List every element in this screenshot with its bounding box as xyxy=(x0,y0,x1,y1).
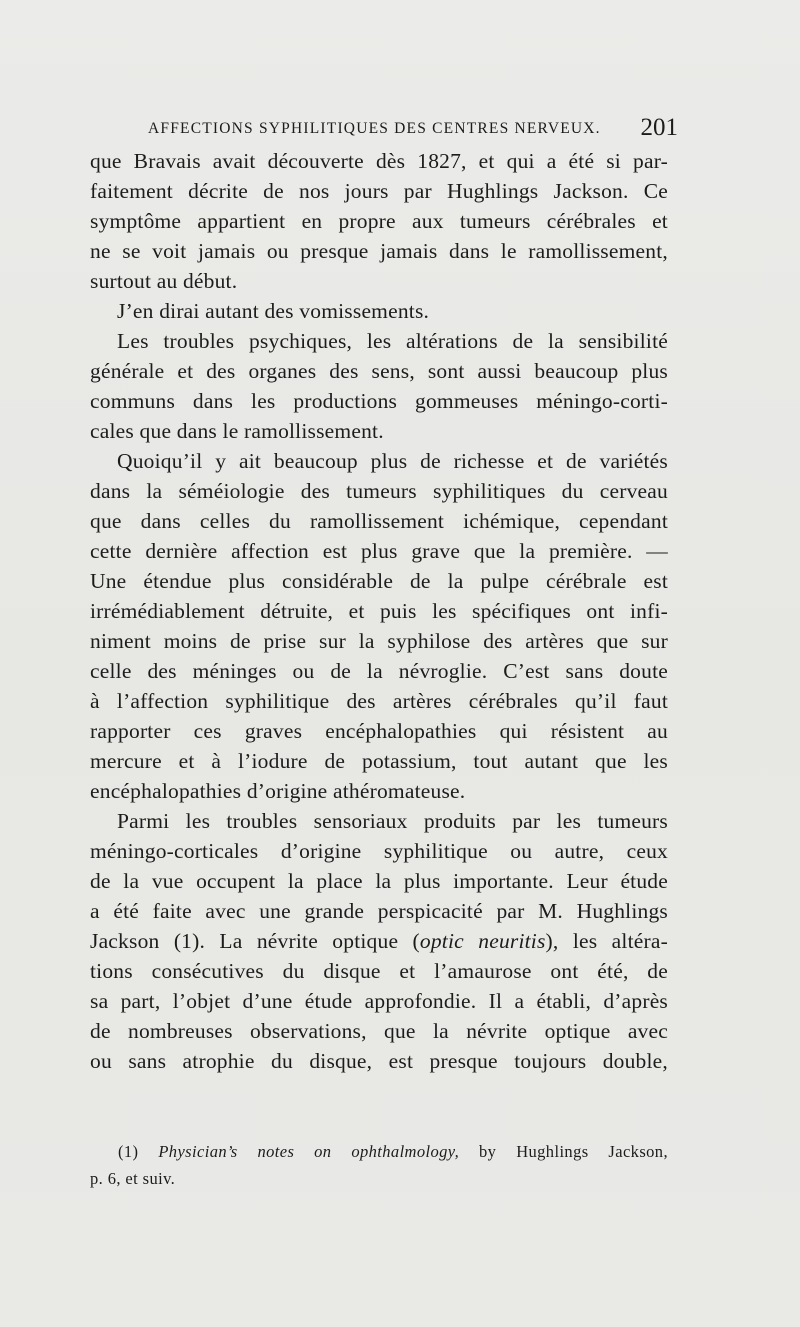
text-line: sa part, l’objet d’une étude approfondie. Il a établi, d’après xyxy=(90,989,668,1013)
text-segment: ), les altéra- xyxy=(545,929,668,953)
text-line: Une étendue plus considérable de la pulpe cérébrale est xyxy=(90,569,668,593)
text-line: de la vue occupent la place la plus importante. Leur étude xyxy=(90,869,668,893)
page-number: 201 xyxy=(640,114,678,141)
text-line: cette dernière affection est plus grave que la première. — xyxy=(90,539,668,563)
text-line: encéphalopathies d’origine athéromateuse. xyxy=(90,779,466,803)
text-line: que dans celles du ramollissement ichémique, cependant xyxy=(90,509,668,533)
text-line: communs dans les productions gommeuses méningo-corti- xyxy=(90,389,668,413)
text-line: ne se voit jamais ou presque jamais dans le ramollissement, xyxy=(90,239,668,263)
text-line: de nombreuses observations, que la névrite optique avec xyxy=(90,1019,668,1043)
text-line: cales que dans le ramollissement. xyxy=(90,419,384,443)
footnote-text: by Hughlings Jackson, xyxy=(479,1142,668,1161)
footnote-marker: (1) xyxy=(118,1142,139,1161)
text-line: que Bravais avait découverte dès 1827, et qui a été si par- xyxy=(90,149,668,173)
text-line: à l’affection syphilitique des artères cérébrales qu’il faut xyxy=(90,689,668,713)
text-line: symptôme appartient en propre aux tumeurs cérébrales et xyxy=(90,209,668,233)
italic-phrase: optic neuritis xyxy=(419,929,546,953)
paragraph-start: Parmi les troubles sensoriaux produits par les tumeurs xyxy=(117,809,668,833)
paragraph-start: Quoiqu’il y ait beaucoup plus de richesse et de variétés xyxy=(117,449,668,473)
text-line: rapporter ces graves encéphalopathies qui résistent au xyxy=(90,719,668,743)
running-title: AFFECTIONS SYPHILITIQUES DES CENTRES NERVEUX. xyxy=(148,120,601,137)
paragraph-start: Les troubles psychiques, les altérations de la sensibilité xyxy=(117,329,668,353)
text-line: mercure et à l’iodure de potassium, tout autant que les xyxy=(90,749,668,773)
text-line: niment moins de prise sur la syphilose des artères que sur xyxy=(90,629,668,653)
text-line: surtout au début. xyxy=(90,269,238,293)
text-line: irrémédiablement détruite, et puis les spécifiques ont infi- xyxy=(90,599,668,623)
text-line: tions consécutives du disque et l’amaurose ont été, de xyxy=(90,959,668,983)
text-line: dans la séméiologie des tumeurs syphilitiques du cerveau xyxy=(90,479,668,503)
body-text xyxy=(90,146,668,1076)
paragraph-start: J’en dirai autant des vomissements. xyxy=(117,299,430,323)
text-line: générale et des organes des sens, sont aussi beaucoup plus xyxy=(90,359,668,383)
footnote-title: Physician’s notes on ophthalmology, xyxy=(158,1142,460,1161)
running-head xyxy=(148,116,678,144)
text-line xyxy=(90,926,668,956)
text-segment: Jackson (1). La névrite optique ( xyxy=(90,929,420,953)
text-line: méningo-corticales d’origine syphilitique ou autre, ceux xyxy=(90,839,668,863)
footnote-line xyxy=(118,1138,668,1165)
footnote xyxy=(90,1138,668,1192)
text-line: faitement décrite de nos jours par Hughlings Jackson. Ce xyxy=(90,179,668,203)
text-line: celle des méninges ou de la névroglie. C’est sans doute xyxy=(90,659,668,683)
text-line: ou sans atrophie du disque, est presque toujours double, xyxy=(90,1049,668,1073)
footnote-line: p. 6, et suiv. xyxy=(90,1169,176,1188)
text-line: a été faite avec une grande perspicacité par M. Hughlings xyxy=(90,899,668,923)
